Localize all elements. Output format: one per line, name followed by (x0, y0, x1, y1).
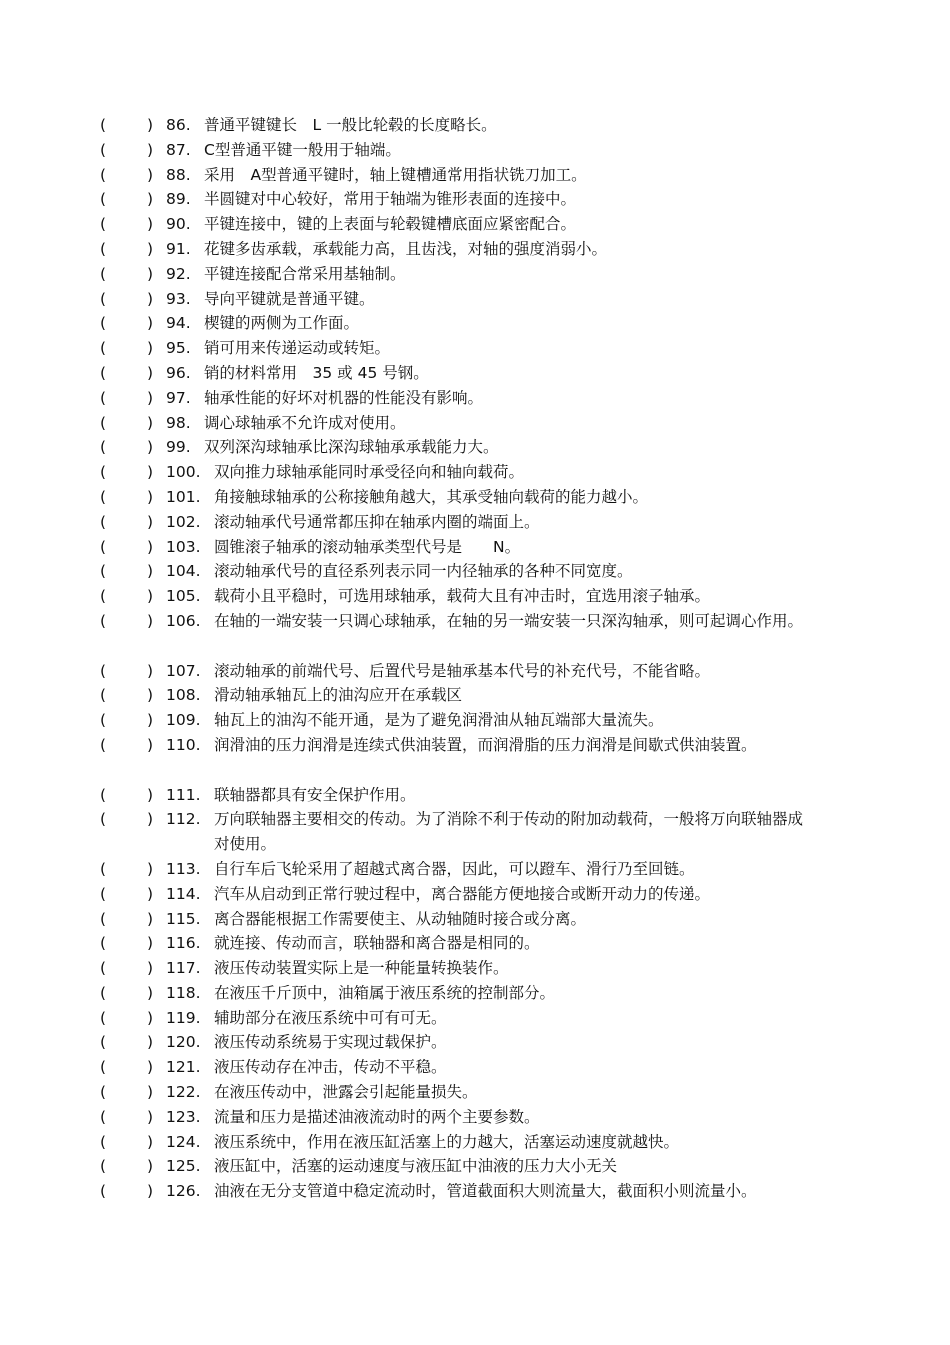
answer-blank-open-paren: ( (100, 289, 107, 308)
answer-blank-open-paren: ( (100, 884, 107, 903)
answer-blank-close-paren: ) (147, 1083, 154, 1102)
question-number: 118. (166, 983, 201, 1002)
answer-blank-open-paren: ( (100, 487, 107, 506)
question-number: 88. (166, 165, 191, 184)
answer-blank-open-paren: ( (100, 983, 107, 1002)
answer-blank-open-paren: ( (100, 512, 107, 531)
answer-blank-close-paren: ) (147, 388, 154, 407)
question-text: 普通平键键长 L 一般比轮毂的长度略长。 (204, 116, 497, 134)
answer-blank-close-paren: ) (147, 289, 154, 308)
question-text: 平键连接配合常采用基轴制。 (204, 264, 406, 283)
question-number: 116. (166, 934, 201, 953)
question-text: 圆锥滚子轴承的滚动轴承类型代号是 N。 (214, 537, 521, 556)
question-text: 楔键的两侧为工作面。 (204, 314, 360, 333)
answer-blank-open-paren: ( (100, 686, 107, 705)
answer-blank-close-paren: ) (147, 1058, 154, 1077)
answer-blank-open-paren: ( (100, 413, 107, 432)
answer-blank-close-paren: ) (147, 909, 154, 928)
question-item (0, 708, 950, 733)
question-item (0, 113, 950, 138)
question-text: 双列深沟球轴承比深沟球轴承承载能力大。 (204, 438, 499, 457)
question-number: 102. (166, 512, 201, 531)
question-number: 106. (166, 611, 201, 630)
question-item (0, 336, 950, 361)
answer-blank-open-paren: ( (100, 537, 107, 556)
answer-blank-close-paren: ) (147, 463, 154, 482)
question-item (0, 956, 950, 981)
answer-blank-close-paren: ) (147, 983, 154, 1002)
question-text: 花键多齿承载，承载能力高，且齿浅，对轴的强度消弱小。 (204, 239, 608, 258)
question-item (0, 1130, 950, 1155)
question-number: 126. (166, 1182, 201, 1201)
question-number: 105. (166, 587, 201, 606)
answer-blank-open-paren: ( (100, 1083, 107, 1102)
answer-blank-open-paren: ( (100, 611, 107, 630)
question-text: 平键连接中，键的上表面与轮毂键槽底面应紧密配合。 (204, 215, 577, 234)
question-text: C型普通平键一般用于轴端。 (204, 140, 401, 159)
question-item (0, 1030, 950, 1055)
answer-blank-close-paren: ) (147, 190, 154, 209)
question-text: 在轴的一端安装一只调心球轴承，在轴的另一端安装一只深沟轴承，则可起调心作用。 (214, 611, 804, 630)
question-number: 100. (166, 463, 201, 482)
answer-blank-open-paren: ( (100, 363, 107, 382)
answer-blank-close-paren: ) (147, 711, 154, 730)
question-item (0, 138, 950, 163)
question-text: 角接触球轴承的公称接触角越大，其承受轴向载荷的能力越小。 (214, 487, 649, 506)
answer-blank-open-paren: ( (100, 587, 107, 606)
answer-blank-open-paren: ( (100, 1132, 107, 1151)
question-text: 采用 A型普通平键时，轴上键槽通常用指状铣刀加工。 (204, 165, 587, 184)
question-number: 111. (166, 785, 201, 804)
question-text: 滚动轴承的前端代号、后置代号是轴承基本代号的补充代号，不能省略。 (214, 661, 711, 680)
question-text: 轴承性能的好坏对机器的性能没有影响。 (204, 388, 484, 407)
answer-blank-open-paren: ( (100, 215, 107, 234)
question-item (0, 683, 950, 708)
answer-blank-open-paren: ( (100, 1107, 107, 1126)
question-text: 联轴器都具有安全保护作用。 (214, 785, 416, 804)
answer-blank-close-paren: ) (147, 1157, 154, 1176)
answer-blank-open-paren: ( (100, 934, 107, 953)
answer-blank-open-paren: ( (100, 1058, 107, 1077)
answer-blank-close-paren: ) (147, 165, 154, 184)
answer-blank-open-paren: ( (100, 1182, 107, 1201)
question-number: 101. (166, 487, 201, 506)
question-text: 滚动轴承代号通常都压抑在轴承内圈的端面上。 (214, 512, 540, 531)
question-text: 就连接、传动而言，联轴器和离合器是相同的。 (214, 934, 540, 953)
question-number: 123. (166, 1107, 201, 1126)
answer-blank-close-paren: ) (147, 785, 154, 804)
question-number: 99. (166, 438, 191, 457)
question-number: 92. (166, 264, 191, 283)
answer-blank-close-paren: ) (147, 438, 154, 457)
question-number: 119. (166, 1008, 201, 1027)
question-number: 115. (166, 909, 201, 928)
question-item (0, 1105, 950, 1130)
answer-blank-close-paren: ) (147, 363, 154, 382)
question-number: 91. (166, 239, 191, 258)
question-text: 油液在无分支管道中稳定流动时，管道截面积大则流量大，截面积小则流量小。 (214, 1182, 757, 1201)
answer-blank-open-paren: ( (100, 562, 107, 581)
answer-blank-close-paren: ) (147, 859, 154, 878)
question-text: 液压传动装置实际上是一种能量转换装作。 (214, 959, 509, 978)
answer-blank-close-paren: ) (147, 413, 154, 432)
answer-blank-close-paren: ) (147, 959, 154, 978)
question-number: 110. (166, 735, 201, 754)
answer-blank-close-paren: ) (147, 1132, 154, 1151)
question-item (0, 733, 950, 783)
question-number: 107. (166, 661, 201, 680)
question-list (0, 113, 950, 1229)
question-item (0, 907, 950, 932)
answer-blank-open-paren: ( (100, 264, 107, 283)
question-text: 液压系统中，作用在液压缸活塞上的力越大，活塞运动速度就越快。 (214, 1132, 680, 1151)
answer-blank-close-paren: ) (147, 686, 154, 705)
answer-blank-open-paren: ( (100, 785, 107, 804)
answer-blank-close-paren: ) (147, 1008, 154, 1027)
question-item (0, 435, 950, 460)
answer-blank-close-paren: ) (147, 1107, 154, 1126)
question-text: 销的材料常用 35 或 45 号钢。 (204, 363, 429, 382)
question-text: 汽车从启动到正常行驶过程中，离合器能方便地接合或断开动力的传递。 (214, 884, 711, 903)
question-item (0, 485, 950, 510)
answer-blank-close-paren: ) (147, 264, 154, 283)
question-text: 自行车后飞轮采用了超越式离合器，因此，可以蹬车、滑行乃至回链。 (214, 859, 695, 878)
answer-blank-close-paren: ) (147, 537, 154, 556)
answer-blank-open-paren: ( (100, 959, 107, 978)
answer-blank-open-paren: ( (100, 661, 107, 680)
question-text: 滚动轴承代号的直径系列表示同一内径轴承的各种不同宽度。 (214, 562, 633, 581)
answer-blank-open-paren: ( (100, 339, 107, 358)
question-item (0, 163, 950, 188)
question-text: 润滑油的压力润滑是连续式供油装置，而润滑脂的压力润滑是间歇式供油装置。 (214, 735, 757, 754)
answer-blank-open-paren: ( (100, 463, 107, 482)
question-item (0, 187, 950, 212)
question-item (0, 1154, 950, 1179)
question-text: 液压缸中，活塞的运动速度与液压缸中油液的压力大小无关 (214, 1157, 618, 1176)
answer-blank-open-paren: ( (100, 190, 107, 209)
question-number: 93. (166, 289, 191, 308)
question-item (0, 783, 950, 808)
answer-blank-close-paren: ) (147, 661, 154, 680)
question-text: 液压传动系统易于实现过载保护。 (214, 1033, 447, 1052)
question-text: 滑动轴承轴瓦上的油沟应开在承载区 (214, 686, 463, 705)
question-item (0, 559, 950, 584)
question-number: 124. (166, 1132, 201, 1151)
answer-blank-open-paren: ( (100, 735, 107, 754)
question-number: 109. (166, 711, 201, 730)
question-text: 在液压千斤顶中，油箱属于液压系统的控制部分。 (214, 983, 556, 1002)
question-item (0, 535, 950, 560)
answer-blank-close-paren: ) (147, 215, 154, 234)
question-item (0, 981, 950, 1006)
answer-blank-open-paren: ( (100, 438, 107, 457)
question-item (0, 1080, 950, 1105)
answer-blank-open-paren: ( (100, 810, 107, 829)
answer-blank-close-paren: ) (147, 884, 154, 903)
question-item (0, 931, 950, 956)
answer-blank-open-paren: ( (100, 239, 107, 258)
question-item (0, 857, 950, 882)
question-text: 载荷小且平稳时，可选用球轴承，载荷大且有冲击时，宜选用滚子轴承。 (214, 587, 711, 606)
answer-blank-close-paren: ) (147, 116, 154, 134)
answer-blank-close-paren: ) (147, 140, 154, 159)
question-number: 104. (166, 562, 201, 581)
answer-blank-close-paren: ) (147, 735, 154, 754)
answer-blank-close-paren: ) (147, 611, 154, 630)
question-number: 121. (166, 1058, 201, 1077)
question-item (0, 262, 950, 287)
answer-blank-close-paren: ) (147, 934, 154, 953)
answer-blank-close-paren: ) (147, 810, 154, 829)
question-number: 90. (166, 215, 191, 234)
question-text: 销可用来传递运动或转矩。 (204, 339, 391, 358)
answer-blank-open-paren: ( (100, 140, 107, 159)
question-number: 122. (166, 1083, 201, 1102)
answer-blank-open-paren: ( (100, 116, 107, 134)
answer-blank-open-paren: ( (100, 1157, 107, 1176)
question-text: 离合器能根据工作需要使主、从动轴随时接合或分离。 (214, 909, 587, 928)
answer-blank-close-paren: ) (147, 562, 154, 581)
question-number: 112. (166, 810, 201, 829)
answer-blank-close-paren: ) (147, 339, 154, 358)
answer-blank-open-paren: ( (100, 859, 107, 878)
answer-blank-open-paren: ( (100, 909, 107, 928)
answer-blank-open-paren: ( (100, 165, 107, 184)
question-text: 辅助部分在液压系统中可有可无。 (214, 1008, 447, 1027)
question-text: 在液压传动中，泄露会引起能量损失。 (214, 1083, 478, 1102)
answer-blank-close-paren: ) (147, 587, 154, 606)
question-item (0, 510, 950, 535)
question-number: 108. (166, 686, 201, 705)
question-item (0, 807, 950, 857)
question-text: 液压传动存在冲击，传动不平稳。 (214, 1058, 447, 1077)
question-item (0, 411, 950, 436)
answer-blank-open-paren: ( (100, 1008, 107, 1027)
answer-blank-close-paren: ) (147, 314, 154, 333)
question-text: 调心球轴承不允许成对使用。 (204, 413, 406, 432)
question-text: 双向推力球轴承能同时承受径向和轴向载荷。 (214, 463, 525, 482)
question-item (0, 1006, 950, 1031)
answer-blank-open-paren: ( (100, 1033, 107, 1052)
question-number: 97. (166, 388, 191, 407)
question-number: 120. (166, 1033, 201, 1052)
question-text: 流量和压力是描述油液流动时的两个主要参数。 (214, 1107, 540, 1126)
question-item (0, 659, 950, 684)
question-number: 103. (166, 537, 201, 556)
question-item (0, 361, 950, 386)
question-number: 114. (166, 884, 201, 903)
question-item (0, 237, 950, 262)
question-number: 86. (166, 116, 191, 134)
question-item (0, 1179, 950, 1229)
answer-blank-close-paren: ) (147, 1033, 154, 1052)
question-item (0, 1055, 950, 1080)
question-item (0, 311, 950, 336)
question-text: 万向联轴器主要相交的传动。为了消除不利于传动的附加动载荷，一般将万向联轴器成对使用。 (214, 810, 804, 854)
question-item (0, 460, 950, 485)
question-text: 导向平键就是普通平键。 (204, 289, 375, 308)
question-item (0, 386, 950, 411)
question-number: 113. (166, 859, 201, 878)
answer-blank-open-paren: ( (100, 314, 107, 333)
question-text: 半圆键对中心较好，常用于轴端为锥形表面的连接中。 (204, 190, 577, 209)
answer-blank-close-paren: ) (147, 487, 154, 506)
question-number: 125. (166, 1157, 201, 1176)
answer-blank-close-paren: ) (147, 239, 154, 258)
question-item (0, 584, 950, 609)
question-item (0, 882, 950, 907)
answer-blank-close-paren: ) (147, 512, 154, 531)
question-number: 95. (166, 339, 191, 358)
answer-blank-close-paren: ) (147, 1182, 154, 1201)
answer-blank-open-paren: ( (100, 388, 107, 407)
question-number: 96. (166, 363, 191, 382)
question-text: 轴瓦上的油沟不能开通，是为了避免润滑油从轴瓦端部大量流失。 (214, 711, 664, 730)
question-number: 98. (166, 413, 191, 432)
question-number: 94. (166, 314, 191, 333)
question-item (0, 287, 950, 312)
question-number: 87. (166, 140, 191, 159)
question-item (0, 212, 950, 237)
answer-blank-open-paren: ( (100, 711, 107, 730)
question-number: 117. (166, 959, 201, 978)
question-item (0, 609, 950, 659)
question-number: 89. (166, 190, 191, 209)
